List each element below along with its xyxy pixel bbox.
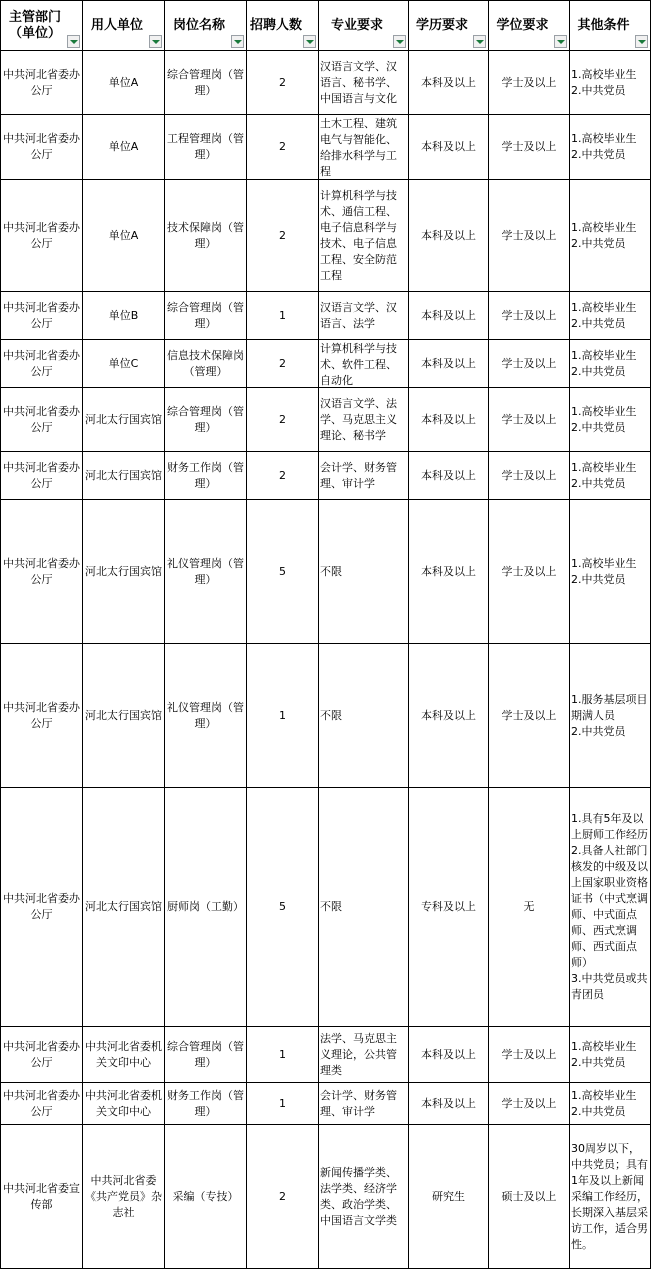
cell-major <box>319 452 409 500</box>
cell-edu <box>409 1027 489 1083</box>
cell-count <box>247 644 319 788</box>
cell-text: 1.高校毕业生 2.中共党员 <box>571 67 637 97</box>
cell-text: 30周岁以下，中共党员；具有1年及以上新闻采编工作经历，长期深入基层采访工作，适合男性。 <box>571 1141 648 1251</box>
cell-text: 学士及以上 <box>501 140 557 153</box>
cell-text: 1 <box>279 1047 286 1061</box>
cell-dept <box>1 1027 83 1083</box>
cell-other <box>570 292 651 340</box>
cell-degree <box>489 1027 570 1083</box>
cell-major <box>319 1027 409 1083</box>
cell-edu <box>409 115 489 180</box>
cell-edu <box>409 180 489 292</box>
cell-pos <box>165 1125 247 1269</box>
cell-other <box>570 388 651 452</box>
header-label: 招聘人数 <box>249 17 302 33</box>
cell-text: 中共河北省委办公厅 <box>3 892 80 921</box>
cell-major <box>319 180 409 292</box>
cell-unit <box>83 452 165 500</box>
cell-other <box>570 452 651 500</box>
cell-text: 汉语言文学、汉语言、法学 <box>320 300 397 330</box>
cell-text: 中共河北省委办公厅 <box>3 700 80 730</box>
cell-pos <box>165 388 247 452</box>
cell-pos <box>165 644 247 788</box>
cell-text: 单位A <box>108 140 139 153</box>
cell-text: 2 <box>279 75 286 89</box>
cell-edu <box>409 452 489 500</box>
cell-dept <box>1 292 83 340</box>
cell-pos <box>165 500 247 644</box>
cell-text: 厨师岗（工勤） <box>167 900 244 913</box>
cell-text: 中共河北省委《共产党员》杂志社 <box>85 1173 162 1219</box>
cell-major <box>319 292 409 340</box>
cell-major <box>319 1125 409 1269</box>
cell-text: 1.高校毕业生 2.中共党员 <box>571 348 637 378</box>
cell-text: 技术保障岗（管理） <box>167 220 244 250</box>
table-row <box>1 1125 651 1269</box>
cell-degree <box>489 292 570 340</box>
cell-text: 学士及以上 <box>501 564 557 578</box>
cell-text: 1.高校毕业生 2.中共党员 <box>571 132 637 161</box>
cell-text: 中共河北省委办公厅 <box>3 460 80 490</box>
cell-text: 中共河北省委办公厅 <box>3 348 80 378</box>
cell-text: 本科及以上 <box>421 75 476 89</box>
cell-text: 会计学、财务管理、审计学 <box>320 1088 397 1118</box>
filter-dropdown-icon[interactable] <box>635 35 648 48</box>
cell-text: 学士及以上 <box>501 412 557 426</box>
cell-text: 1 <box>279 308 286 322</box>
header-label: 其他条件 <box>577 17 630 33</box>
header-label: 岗位名称 <box>172 17 225 33</box>
cell-text: 本科及以上 <box>421 356 476 370</box>
cell-text: 学士及以上 <box>501 228 557 242</box>
table-row <box>1 1027 651 1083</box>
cell-pos <box>165 788 247 1027</box>
cell-text: 河北太行国宾馆 <box>85 564 162 578</box>
cell-edu <box>409 51 489 115</box>
cell-text: 采编（专技） <box>172 1189 239 1203</box>
table-row <box>1 115 651 180</box>
header-label: 学位要求 <box>496 17 549 33</box>
cell-text: 学士及以上 <box>501 308 557 322</box>
cell-dept <box>1 340 83 388</box>
cell-dept <box>1 644 83 788</box>
cell-other <box>570 180 651 292</box>
cell-unit <box>83 180 165 292</box>
cell-count <box>247 1083 319 1125</box>
cell-degree <box>489 452 570 500</box>
cell-text: 本科及以上 <box>421 140 476 153</box>
cell-text: 1.高校毕业生 2.中共党员 <box>571 404 637 434</box>
cell-text: 中共河北省委办公厅 <box>3 67 80 97</box>
cell-text: 工程管理岗（管理） <box>167 132 244 161</box>
cell-text: 综合管理岗（管理） <box>167 404 244 434</box>
cell-text: 2 <box>279 140 286 153</box>
cell-text: 5 <box>279 900 286 913</box>
cell-unit <box>83 51 165 115</box>
cell-count <box>247 51 319 115</box>
cell-count <box>247 1027 319 1083</box>
cell-text: 本科及以上 <box>421 412 476 426</box>
cell-text: 礼仪管理岗（管理） <box>167 556 244 586</box>
cell-text: 本科及以上 <box>421 708 476 722</box>
cell-text: 1 <box>279 708 286 722</box>
cell-pos <box>165 180 247 292</box>
cell-unit <box>83 115 165 180</box>
cell-text: 单位B <box>108 308 139 322</box>
cell-other <box>570 788 651 1027</box>
cell-edu <box>409 788 489 1027</box>
cell-text: 1 <box>279 1096 286 1110</box>
table-row <box>1 1083 651 1125</box>
cell-text: 学士及以上 <box>501 1047 557 1061</box>
cell-text: 汉语言文学、法学、马克思主义理论、秘书学 <box>320 396 397 442</box>
table-row <box>1 452 651 500</box>
cell-dept <box>1 452 83 500</box>
cell-text: 财务工作岗（管理） <box>167 460 244 490</box>
cell-text: 2 <box>279 412 286 426</box>
cell-major <box>319 115 409 180</box>
cell-text: 本科及以上 <box>421 1096 476 1110</box>
cell-edu <box>409 500 489 644</box>
cell-other <box>570 644 651 788</box>
header-cell <box>570 1 651 51</box>
cell-degree <box>489 115 570 180</box>
cell-text: 2 <box>279 228 286 242</box>
cell-text: 本科及以上 <box>421 308 476 322</box>
cell-count <box>247 1125 319 1269</box>
cell-text: 不限 <box>320 564 342 578</box>
cell-count <box>247 788 319 1027</box>
header-row <box>1 1 651 51</box>
cell-text: 学士及以上 <box>501 708 557 722</box>
cell-dept <box>1 788 83 1027</box>
filter-dropdown-icon[interactable] <box>231 35 244 48</box>
cell-degree <box>489 388 570 452</box>
cell-unit <box>83 644 165 788</box>
cell-unit <box>83 1027 165 1083</box>
cell-count <box>247 500 319 644</box>
cell-major <box>319 51 409 115</box>
cell-text: 2 <box>279 468 286 482</box>
cell-edu <box>409 388 489 452</box>
cell-text: 综合管理岗（管理） <box>167 300 244 330</box>
cell-count <box>247 452 319 500</box>
cell-text: 中共河北省委办公厅 <box>3 1039 80 1069</box>
header-cell <box>83 1 165 51</box>
table-row <box>1 388 651 452</box>
cell-dept <box>1 1125 83 1269</box>
cell-text: 中共河北省委机关文印中心 <box>85 1039 162 1069</box>
cell-text: 礼仪管理岗（管理） <box>167 700 244 730</box>
cell-major <box>319 788 409 1027</box>
cell-text: 本科及以上 <box>421 468 476 482</box>
header-label: 专业要求 <box>330 17 383 33</box>
cell-text: 法学、马克思主义理论，公共管理类 <box>320 1031 397 1077</box>
cell-pos <box>165 452 247 500</box>
cell-degree <box>489 180 570 292</box>
cell-text: 财务工作岗（管理） <box>167 1088 244 1118</box>
cell-pos <box>165 1083 247 1125</box>
cell-unit <box>83 1083 165 1125</box>
cell-text: 不限 <box>320 708 342 722</box>
table-row <box>1 180 651 292</box>
header-cell <box>1 1 83 51</box>
cell-unit <box>83 388 165 452</box>
header-label: 学历要求 <box>415 17 468 33</box>
cell-degree <box>489 788 570 1027</box>
cell-text: 学士及以上 <box>501 468 557 482</box>
header-cell <box>409 1 489 51</box>
filter-dropdown-icon[interactable] <box>67 35 80 48</box>
cell-other <box>570 51 651 115</box>
cell-degree <box>489 1083 570 1125</box>
cell-other <box>570 340 651 388</box>
cell-dept <box>1 388 83 452</box>
filter-dropdown-icon[interactable] <box>303 35 316 48</box>
table-row <box>1 500 651 644</box>
cell-text: 学士及以上 <box>501 1096 557 1110</box>
cell-text: 河北太行国宾馆 <box>85 900 162 913</box>
cell-count <box>247 115 319 180</box>
cell-pos <box>165 1027 247 1083</box>
cell-text: 信息技术保障岗（管理） <box>167 348 244 378</box>
cell-text: 中共河北省委宣传部 <box>3 1181 80 1211</box>
cell-text: 5 <box>279 564 286 578</box>
cell-dept <box>1 115 83 180</box>
header-cell <box>319 1 409 51</box>
cell-text: 中共河北省委办公厅 <box>3 220 80 250</box>
cell-other <box>570 1083 651 1125</box>
cell-pos <box>165 51 247 115</box>
cell-other <box>570 1125 651 1269</box>
cell-text: 中共河北省委办公厅 <box>3 1088 80 1118</box>
cell-edu <box>409 1083 489 1125</box>
cell-text: 1.服务基层项目期满人员 2.中共党员 <box>571 692 648 738</box>
cell-text: 汉语言文学、汉语言、秘书学、中国语言与文化 <box>320 59 397 105</box>
filter-dropdown-icon[interactable] <box>149 35 162 48</box>
cell-count <box>247 340 319 388</box>
cell-text: 硕士及以上 <box>501 1189 557 1203</box>
cell-unit <box>83 292 165 340</box>
header-label: 用人单位 <box>90 17 143 33</box>
cell-major <box>319 644 409 788</box>
table-row <box>1 644 651 788</box>
filter-dropdown-icon[interactable] <box>473 35 486 48</box>
cell-degree <box>489 644 570 788</box>
cell-edu <box>409 340 489 388</box>
cell-text: 土木工程、建筑电气与智能化、给排水科学与工程 <box>320 116 397 178</box>
cell-text: 河北太行国宾馆 <box>85 412 162 426</box>
cell-text: 计算机科学与技术、通信工程、电子信息科学与技术、电子信息工程、安全防范工程 <box>320 188 397 282</box>
cell-text: 不限 <box>320 900 342 913</box>
cell-text: 计算机科学与技术、软件工程、自动化 <box>320 341 397 387</box>
cell-degree <box>489 500 570 644</box>
cell-degree <box>489 340 570 388</box>
cell-unit <box>83 340 165 388</box>
cell-unit <box>83 788 165 1027</box>
cell-other <box>570 500 651 644</box>
cell-count <box>247 388 319 452</box>
cell-degree <box>489 1125 570 1269</box>
cell-text: 中共河北省委机关文印中心 <box>85 1088 162 1118</box>
cell-dept <box>1 51 83 115</box>
cell-text: 本科及以上 <box>421 564 476 578</box>
cell-text: 2 <box>279 356 286 370</box>
cell-text: 1.高校毕业生 2.中共党员 <box>571 220 637 250</box>
cell-major <box>319 388 409 452</box>
cell-unit <box>83 500 165 644</box>
cell-pos <box>165 340 247 388</box>
cell-text: 1.高校毕业生 2.中共党员 <box>571 556 637 586</box>
cell-text: 单位A <box>108 228 139 242</box>
table-row <box>1 292 651 340</box>
cell-text: 无 <box>523 900 535 913</box>
table-row <box>1 340 651 388</box>
cell-count <box>247 180 319 292</box>
header-label: 主管部门（单位） <box>8 9 61 41</box>
cell-text: 单位A <box>108 75 139 89</box>
cell-other <box>570 1027 651 1083</box>
cell-text: 1.高校毕业生 2.中共党员 <box>571 300 637 330</box>
cell-text: 中共河北省委办公厅 <box>3 132 80 161</box>
header-cell <box>247 1 319 51</box>
table-row <box>1 51 651 115</box>
cell-pos <box>165 115 247 180</box>
cell-dept <box>1 1083 83 1125</box>
cell-other <box>570 115 651 180</box>
cell-text: 1.具有5年及以上厨师工作经历 2.具备人社部门核发的中级及以上国家职业资格证书（中式烹调师、中式面点师、西式烹调师、西式面点师） 3.中共党员或共青团员 <box>571 812 648 1001</box>
table-row <box>1 788 651 1027</box>
cell-text: 河北太行国宾馆 <box>85 468 162 482</box>
cell-text: 单位C <box>108 356 139 370</box>
cell-major <box>319 500 409 644</box>
cell-text: 1.高校毕业生 2.中共党员 <box>571 460 637 490</box>
cell-text: 综合管理岗（管理） <box>167 1039 244 1069</box>
cell-count <box>247 292 319 340</box>
cell-text: 学士及以上 <box>501 75 557 89</box>
cell-pos <box>165 292 247 340</box>
cell-text: 2 <box>279 1189 286 1203</box>
filter-dropdown-icon[interactable] <box>393 35 406 48</box>
cell-text: 新闻传播学类、法学类、经济学类、政治学类、中国语言文学类 <box>320 1165 397 1227</box>
cell-text: 1.高校毕业生 2.中共党员 <box>571 1088 637 1118</box>
header-cell <box>489 1 570 51</box>
header-cell <box>165 1 247 51</box>
cell-text: 本科及以上 <box>421 228 476 242</box>
cell-edu <box>409 1125 489 1269</box>
cell-text: 综合管理岗（管理） <box>167 67 244 97</box>
cell-degree <box>489 51 570 115</box>
cell-text: 专科及以上 <box>421 900 476 913</box>
cell-text: 中共河北省委办公厅 <box>3 300 80 330</box>
cell-text: 研究生 <box>432 1189 465 1203</box>
cell-dept <box>1 180 83 292</box>
cell-text: 河北太行国宾馆 <box>85 708 162 722</box>
cell-edu <box>409 292 489 340</box>
cell-text: 中共河北省委办公厅 <box>3 404 80 434</box>
cell-edu <box>409 644 489 788</box>
cell-dept <box>1 500 83 644</box>
cell-text: 学士及以上 <box>501 356 557 370</box>
cell-text: 1.高校毕业生 2.中共党员 <box>571 1039 637 1069</box>
cell-major <box>319 1083 409 1125</box>
cell-major <box>319 340 409 388</box>
cell-text: 中共河北省委办公厅 <box>3 556 80 586</box>
cell-text: 会计学、财务管理、审计学 <box>320 460 397 490</box>
filter-dropdown-icon[interactable] <box>554 35 567 48</box>
cell-unit <box>83 1125 165 1269</box>
cell-text: 本科及以上 <box>421 1047 476 1061</box>
